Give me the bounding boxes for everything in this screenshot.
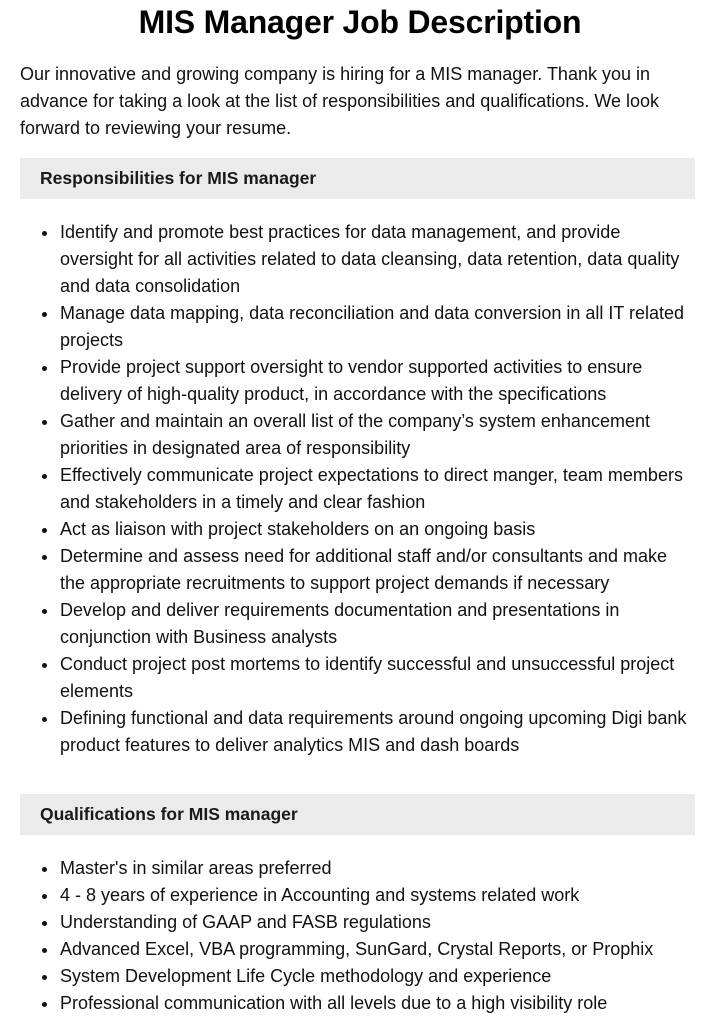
- bullet-icon: [42, 948, 47, 953]
- bullet-icon: [42, 894, 47, 899]
- list-item-text: Defining functional and data requirements around ongoing upcoming Digi bank product features to deliver analytics MIS and dash boards: [60, 708, 687, 755]
- list-item: [20, 462, 695, 516]
- bullet-icon: [42, 975, 47, 980]
- list-item: [20, 219, 695, 300]
- bullet-icon: [42, 231, 47, 236]
- bullet-icon: [42, 366, 47, 371]
- bullet-icon: [42, 420, 47, 425]
- list-item-text: Develop and deliver requirements documentation and presentations in conjunction with Business analysts: [60, 600, 620, 647]
- list-item-text: Identify and promote best practices for data management, and provide oversight for all activities related to data cleansing, data retention, data quality and data consolidation: [60, 222, 680, 296]
- responsibilities-heading: Responsibilities for MIS manager: [20, 158, 695, 199]
- list-item: [20, 855, 695, 882]
- list-item: [20, 705, 695, 759]
- list-item-text: Determine and assess need for additional staff and/or consultants and make the appropriate recruitments to support project demands if necessary: [60, 546, 668, 593]
- list-item-text: Understanding of GAAP and FASB regulations: [60, 912, 431, 932]
- responsibilities-list: [20, 219, 695, 759]
- bullet-icon: [42, 663, 47, 668]
- list-item: [20, 936, 695, 963]
- list-item-text: System Development Life Cycle methodology and experience: [60, 966, 552, 986]
- bullet-icon: [42, 312, 47, 317]
- bullet-icon: [42, 528, 47, 533]
- list-item-text: Conduct project post mortems to identify successful and unsuccessful project elements: [60, 654, 675, 701]
- intro-paragraph: Our innovative and growing company is hiring for a MIS manager. Thank you in advance for taking a look at the list of responsibilities and qualifications. We look forward to reviewing your resume.: [20, 64, 660, 138]
- list-item-text: Provide project support oversight to vendor supported activities to ensure delivery of high-quality product, in accordance with the specifications: [60, 357, 643, 404]
- list-item: [20, 408, 695, 462]
- list-item: [20, 651, 695, 705]
- list-item-text: Effectively communicate project expectations to direct manger, team members and stakeholders in a timely and clear fashion: [60, 465, 683, 512]
- list-item-text: Master's in similar areas preferred: [60, 858, 332, 878]
- list-item-text: Manage data mapping, data reconciliation and data conversion in all IT related projects: [60, 303, 685, 350]
- bullet-icon: [42, 555, 47, 560]
- list-item-text: Act as liaison with project stakeholders on an ongoing basis: [60, 519, 536, 539]
- list-item: [20, 909, 695, 936]
- qualifications-heading: Qualifications for MIS manager: [20, 794, 695, 835]
- list-item: [20, 882, 695, 909]
- list-item: [20, 963, 695, 990]
- bullet-icon: [42, 1002, 47, 1007]
- bullet-icon: [42, 609, 47, 614]
- section-spacer: [20, 759, 700, 778]
- page-title: MIS Manager Job Description: [138, 4, 582, 40]
- list-item: [20, 990, 695, 1017]
- list-item-text: Advanced Excel, VBA programming, SunGard, Crystal Reports, or Prophix: [60, 939, 654, 959]
- list-item-text: Gather and maintain an overall list of the company’s system enhancement priorities in designated area of responsibility: [60, 411, 650, 458]
- qualifications-list: [20, 855, 695, 1017]
- list-item-text: Professional communication with all levels due to a high visibility role: [60, 993, 608, 1013]
- bullet-icon: [42, 474, 47, 479]
- list-item-text: 4 - 8 years of experience in Accounting and systems related work: [60, 885, 580, 905]
- bullet-icon: [42, 867, 47, 872]
- bullet-icon: [42, 717, 47, 722]
- list-item: [20, 354, 695, 408]
- list-item: [20, 597, 695, 651]
- bullet-icon: [42, 921, 47, 926]
- list-item: [20, 543, 695, 597]
- list-item: [20, 516, 695, 543]
- list-item: [20, 300, 695, 354]
